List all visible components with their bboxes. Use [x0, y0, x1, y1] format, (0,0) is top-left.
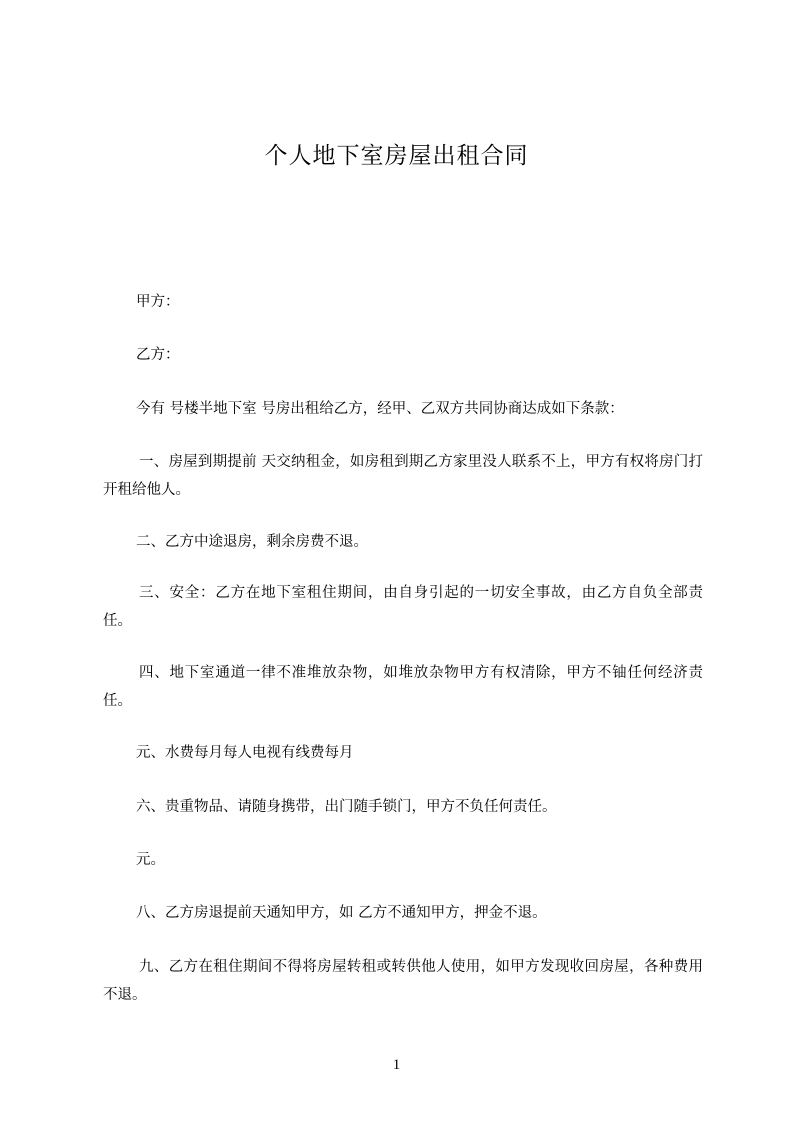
clause-9: 九、乙方在租住期间不得将房屋转租或转供他人使用，如甲方发现收回房屋，各种费用不退。 [103, 959, 703, 1003]
clause-6: 六、贵重物品、请随身携带，出门随手锁门，甲方不负任何责任。 [136, 799, 557, 815]
clause-5: 元、水费每月每人电视有线费每月 [136, 745, 354, 761]
clause-2: 二、乙方中途退房，剩余房费不退。 [136, 534, 368, 550]
party-b-line: 乙方： [136, 347, 180, 363]
clause-3: 三、安全：乙方在地下室租住期间，由自身引起的一切安全事故，由乙方自负全部责任。 [103, 585, 703, 629]
clause-8: 八、乙方房退提前天通知甲方，如 乙方不通知甲方，押金不退。 [136, 905, 547, 921]
page-number: 1 [392, 1057, 401, 1073]
clause-7: 元。 [136, 852, 165, 868]
clause-1: 一、房屋到期提前 天交纳租金，如房租到期乙方家里没人联系不上，甲方有权将房门打开租给他人。 [103, 454, 703, 498]
document-title: 个人地下室房屋出租合同 [264, 143, 529, 169]
intro-paragraph: 今有 号楼半地下室 号房出租给乙方，经甲、乙双方共同协商达成如下条款： [136, 401, 624, 417]
clause-4: 四、地下室通道一律不准堆放杂物，如堆放杂物甲方有权清除，甲方不铀任何经济责任。 [103, 665, 703, 709]
party-a-line: 甲方： [136, 294, 180, 310]
